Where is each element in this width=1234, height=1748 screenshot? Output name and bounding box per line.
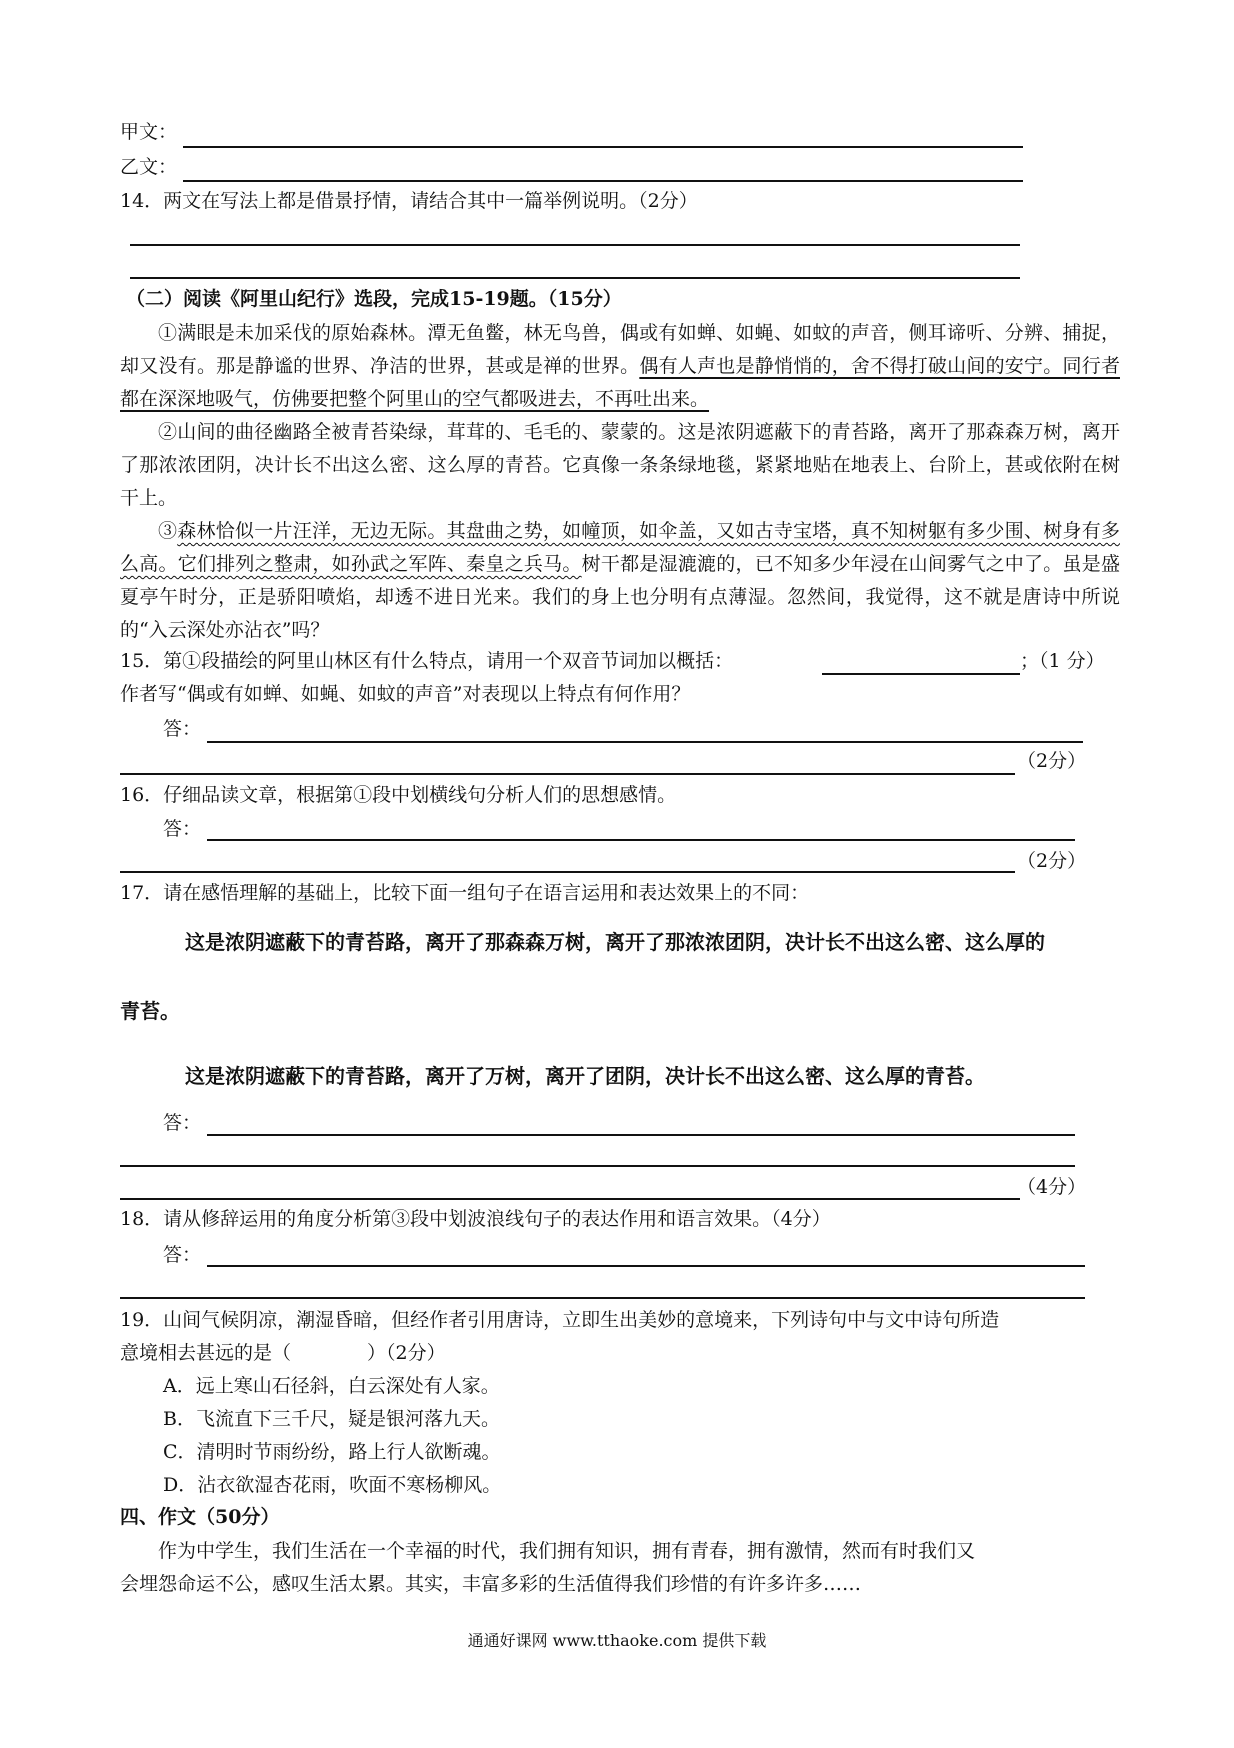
q19-option-a: A．远上寒山石径斜，白云深处有人家。 (163, 1375, 500, 1397)
q17-sentence-2: 这是浓阴遮蔽下的青苔路，离开了万树，离开了团阴，决计长不出这么密、这么厚的青苔。 (185, 1064, 985, 1088)
q18-answer-label: 答： (163, 1244, 202, 1266)
q16-answer-label: 答： (163, 818, 202, 840)
question-17: 17．请在感悟理解的基础上，比较下面一组句子在语言运用和表达效果上的不同： (120, 882, 810, 904)
q15-answer-line-1[interactable] (207, 741, 1083, 743)
jia-label: 甲文： (120, 121, 178, 143)
question-19-line-2: 意境相去甚远的是（ ）（2分） (120, 1342, 446, 1364)
q16-answer-line-2[interactable] (120, 871, 1015, 873)
q16-score: （2分） (1017, 850, 1087, 872)
p1-underlined-sentence: 偶有人声也是静悄悄的，舍不得打破山间的安宁。同行者都在深深地吸气，仿佛要把整个阿里山的空气都吸进去，不再吐出来。 (120, 355, 1120, 410)
q18-answer-line-1[interactable] (207, 1265, 1085, 1267)
passage-paragraph-3 (120, 515, 1120, 647)
q17-answer-line-1[interactable] (207, 1134, 1075, 1136)
question-15-line-1: 15．第①段描绘的阿里山林区有什么特点，请用一个双音节词加以概括： (120, 650, 734, 672)
section-4-heading: 四、作文（50分） (120, 1506, 280, 1528)
question-18: 18．请从修辞运用的角度分析第③段中划波浪线句子的表达作用和语言效果。（4分） (120, 1208, 831, 1230)
q15-score-2: （2分） (1017, 750, 1087, 772)
yi-label: 乙文： (120, 156, 178, 178)
q15-score-1: ；（1 分） (1020, 650, 1105, 672)
q15-answer-label: 答： (163, 718, 202, 740)
section-2-heading: （二）阅读《阿里山纪行》选段，完成15-19题。（15分） (126, 288, 622, 310)
jia-answer-line[interactable] (183, 146, 1023, 148)
p3-wavy-sentence: 森林恰似一片汪洋，无边无际。其盘曲之势，如幢顶，如伞盖，又如古寺宝塔，真不知树躯有多少围、树身有多么高。它们排列之整肃，如孙武之军阵、秦皇之兵马。 (120, 520, 1120, 575)
q17-answer-line-2[interactable] (120, 1165, 1075, 1167)
question-15-line-2: 作者写“偶或有如蝉、如蝇、如蚊的声音”对表现以上特点有何作用？ (120, 683, 691, 705)
q17-answer-line-3[interactable] (120, 1198, 1020, 1200)
question-19-line-1: 19．山间气候阴凉，潮湿昏暗，但经作者引用唐诗，立即生出美妙的意境来，下列诗句中与文中诗句所造 (120, 1309, 1000, 1331)
q17-sentence-1-end: 青苔。 (120, 999, 180, 1023)
q19-option-d: D．沾衣欲湿杏花雨，吹面不寒杨柳风。 (163, 1474, 502, 1496)
q17-sentence-1: 这是浓阴遮蔽下的青苔路，离开了那森森万树，离开了那浓浓团阴，决计长不出这么密、这么厚的 (185, 930, 1045, 954)
p3-plain: 树干都是湿漉漉的，已不知多少年浸在山间雾气之中了。虽是盛夏亭午时分，正是骄阳喷焰，却透不进日光来。我们的身上也分明有点薄湿。忽然间，我觉得，这不就是唐诗中所说的“入云深处亦沾衣”吗？ (120, 553, 1120, 641)
q19-option-b: B．飞流直下三千尺，疑是银河落九天。 (163, 1408, 500, 1430)
question-16: 16．仔细品读文章，根据第①段中划横线句分析人们的思想感情。 (120, 784, 677, 806)
q15-answer-line-2[interactable] (120, 773, 1015, 775)
q15-blank[interactable] (822, 673, 1020, 675)
passage-paragraph-2: ②山间的曲径幽路全被青苔染绿，茸茸的、毛毛的、蒙蒙的。这是浓阴遮蔽下的青苔路，离开了那森森万树，离开了那浓浓团阴，决计长不出这么密、这么厚的青苔。它真像一条条绿地毯，紧紧地贴在地表上、台阶上，甚或依附在树干上。 (120, 421, 1120, 509)
yi-answer-line[interactable] (183, 180, 1023, 182)
p1-plain: ①满眼是未加采伐的原始森林。潭无鱼鳖，林无鸟兽，偶或有如蝉、如蝇、如蚊的声音，侧耳谛听、分辨、捕捉，却又没有。那是静谧的世界、净洁的世界，甚或是禅的世界。 (120, 322, 1120, 377)
passage-paragraph-1 (120, 317, 1120, 416)
q14-answer-line-1[interactable] (130, 244, 1020, 246)
question-14: 14．两文在写法上都是借景抒情，请结合其中一篇举例说明。（2分） (120, 190, 698, 212)
essay-prompt-line-1: 作为中学生，我们生活在一个幸福的时代，我们拥有知识，拥有青春，拥有激情，然而有时我们又 (158, 1540, 976, 1562)
q18-answer-line-2[interactable] (120, 1297, 1085, 1299)
page-footer: 通通好课网 www.tthaoke.com 提供下载 (467, 1631, 767, 1650)
essay-prompt-line-2: 会埋怨命运不公，感叹生活太累。其实，丰富多彩的生活值得我们珍惜的有许多许多…… (120, 1573, 862, 1595)
q16-answer-line-1[interactable] (207, 839, 1075, 841)
q14-answer-line-2[interactable] (130, 277, 1020, 279)
q17-score: （4分） (1017, 1176, 1087, 1198)
p3-number: ③ (158, 520, 178, 542)
q17-answer-label: 答： (163, 1112, 202, 1134)
q19-option-c: C．清明时节雨纷纷，路上行人欲断魂。 (163, 1441, 501, 1463)
